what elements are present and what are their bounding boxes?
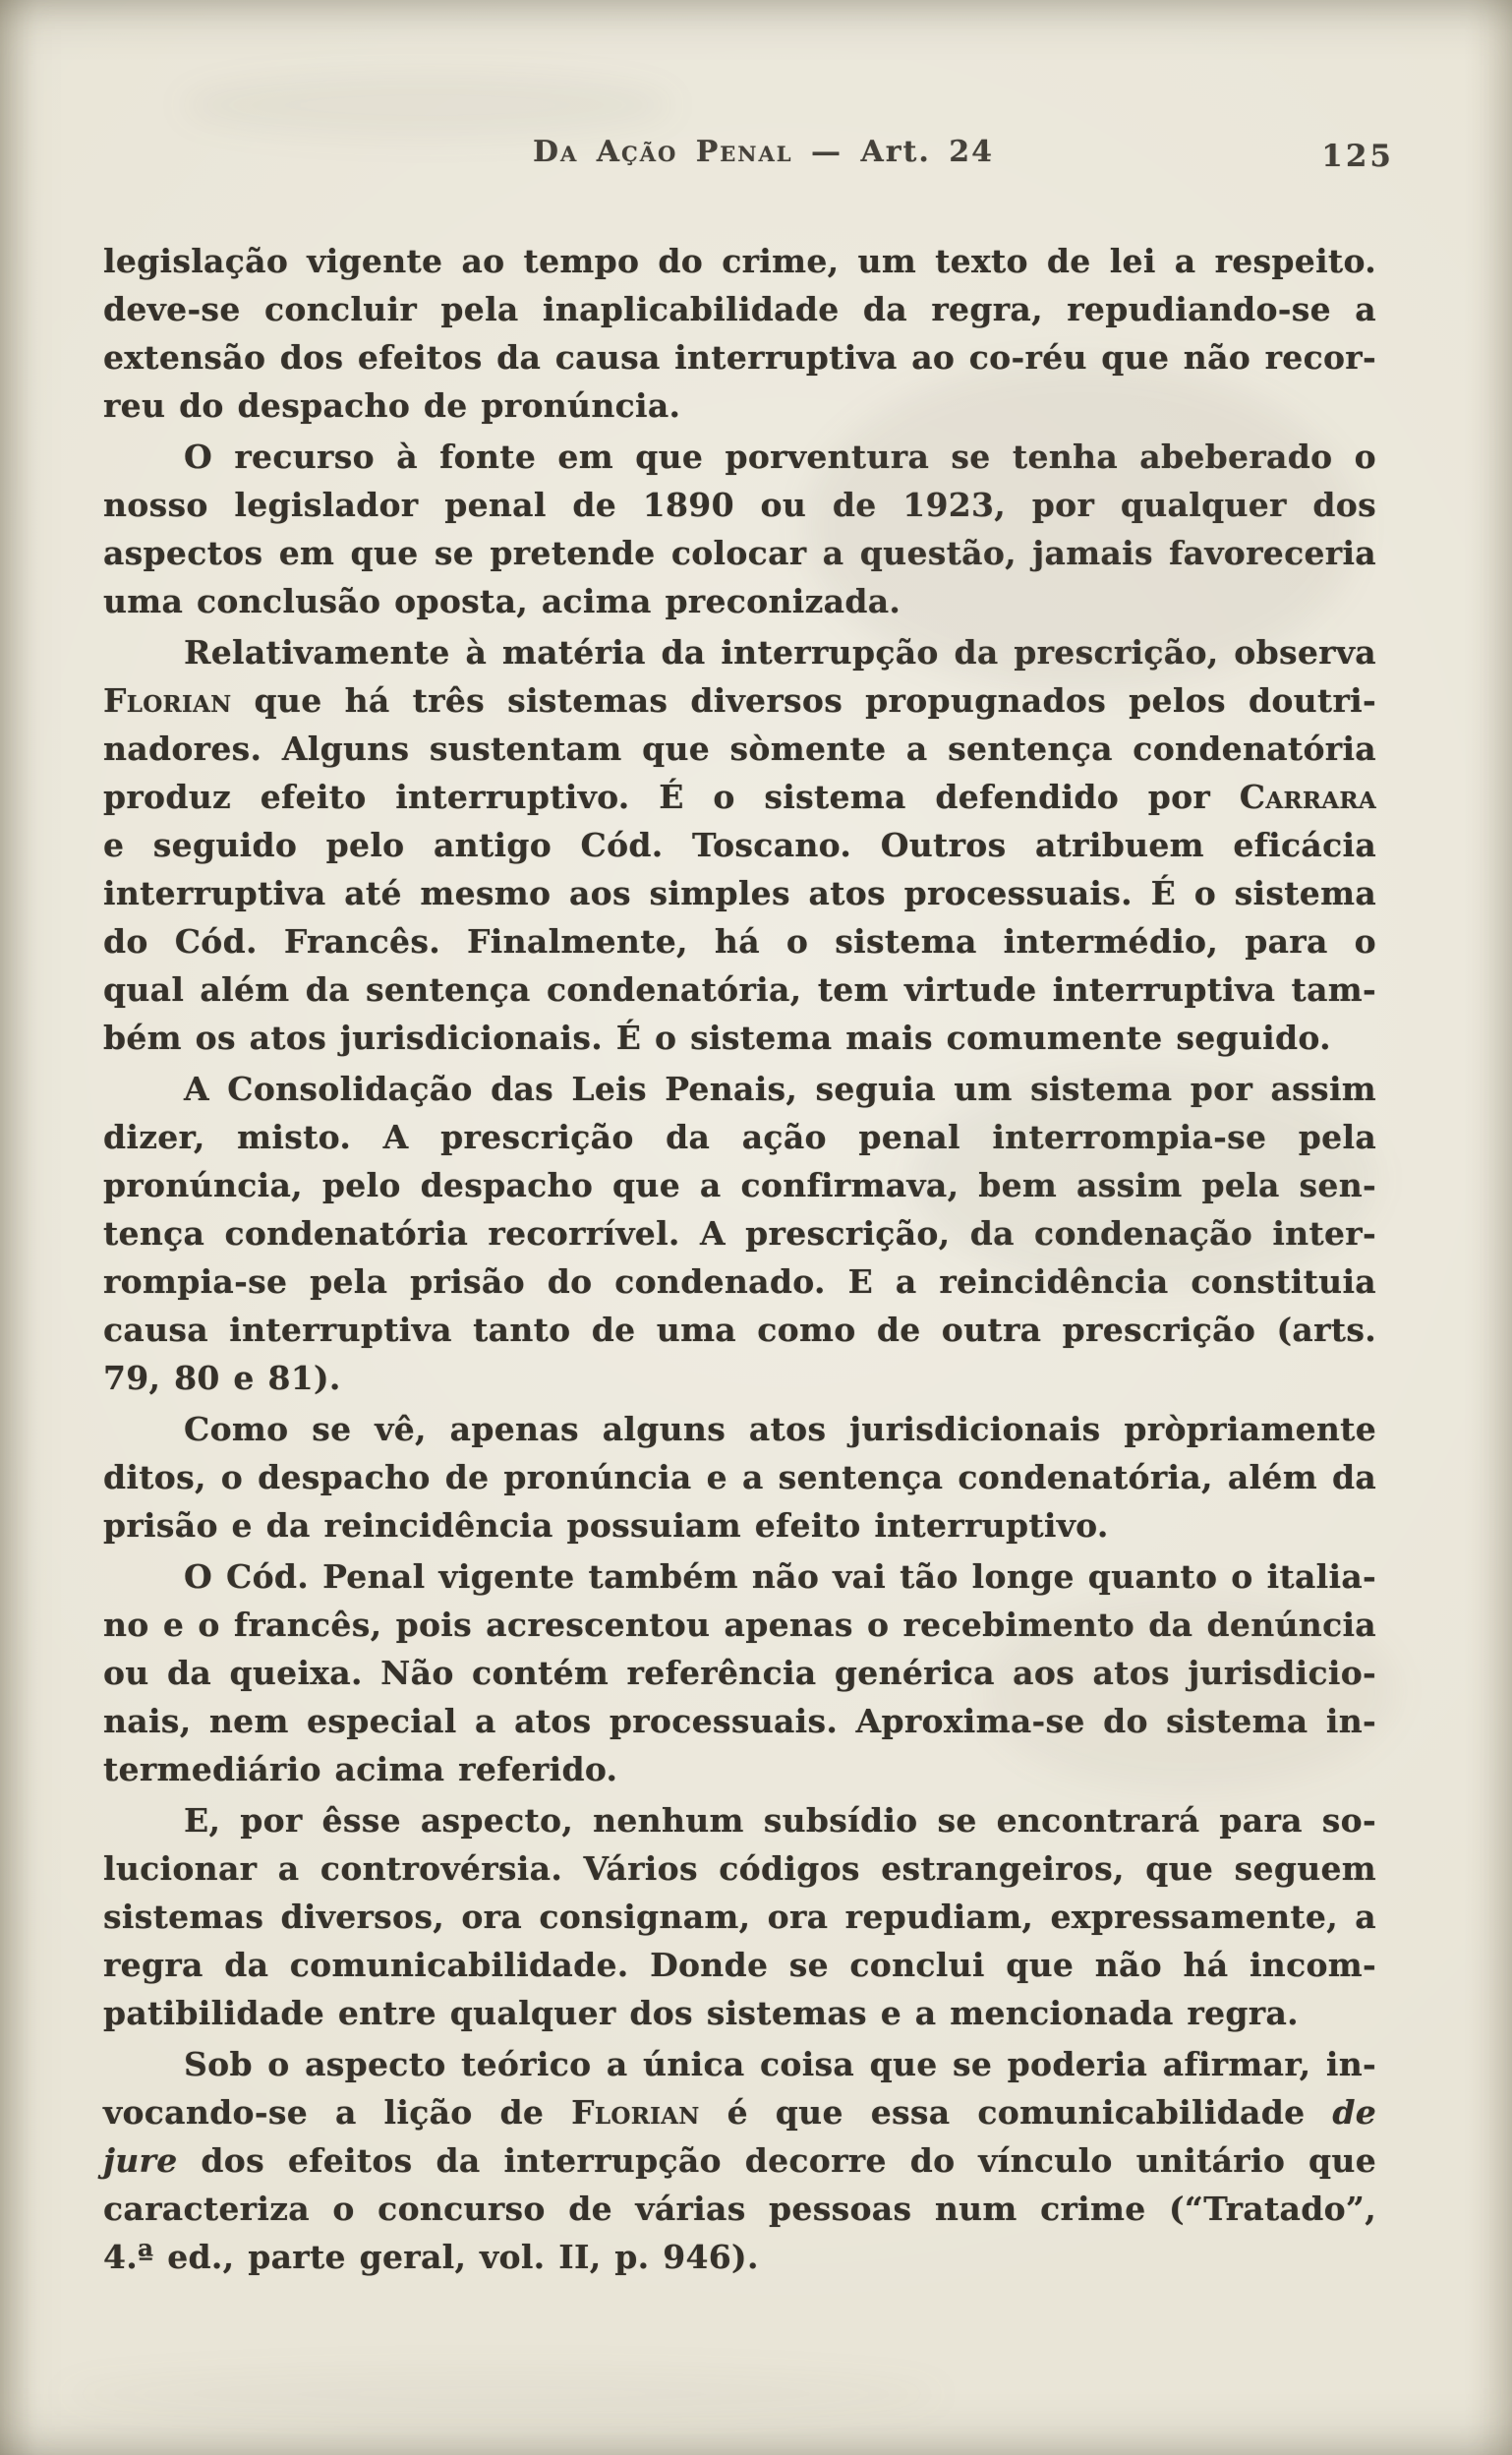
text-line: reu do despacho de pronúncia. bbox=[103, 386, 681, 425]
running-title-main: Da Ação Penal bbox=[532, 135, 793, 169]
text-line: O recurso à fonte em que porventura se tenha abeberado o bbox=[184, 438, 1376, 476]
text-line: causa interruptiva tanto de uma como de outra prescrição (arts. bbox=[103, 1311, 1376, 1349]
text-line: Relativamente à matéria da interrupção da prescrição, observa bbox=[184, 633, 1376, 672]
running-title-article: Art. 24 bbox=[860, 135, 995, 169]
text-line: patibilidade entre qualquer dos sistemas e a mencionada regra. bbox=[103, 1994, 1299, 2032]
text-line: lucionar a controvérsia. Vários códigos estrangeiros, que seguem bbox=[103, 1849, 1376, 1888]
text-line: rompia-se pela prisão do condenado. E a reincidência constituia bbox=[103, 1262, 1376, 1301]
text-line: tença condenatória recorrível. A prescrição, da condenação inter- bbox=[103, 1214, 1376, 1253]
paragraph bbox=[103, 1065, 1376, 1402]
page-body bbox=[103, 237, 1376, 2281]
paragraph bbox=[103, 433, 1376, 625]
paragraph bbox=[103, 237, 1376, 430]
text-line: no e o francês, pois acrescentou apenas o recebimento da denúncia bbox=[103, 1606, 1376, 1644]
text-line: uma conclusão oposta, acima preconizada. bbox=[103, 582, 901, 620]
running-title-separator: — bbox=[811, 135, 843, 169]
paragraph bbox=[103, 1796, 1376, 2037]
text-line: interruptiva até mesmo aos simples atos processuais. É o sistema bbox=[103, 874, 1376, 912]
text-line: legislação vigente ao tempo do crime, um texto de lei a respeito. bbox=[103, 242, 1376, 280]
text-line: Como se vê, apenas alguns atos jurisdicionais pròpriamente bbox=[184, 1410, 1376, 1448]
text-line: nais, nem especial a atos processuais. Aproxima-se do sistema in- bbox=[103, 1702, 1376, 1740]
text-line: produz efeito interruptivo. É o sistema defendido por Carrara bbox=[103, 778, 1376, 816]
text-line: sistemas diversos, ora consignam, ora repudiam, expressamente, a bbox=[103, 1898, 1376, 1936]
text-line: aspectos em que se pretende colocar a questão, jamais favoreceria bbox=[103, 534, 1376, 572]
text-line: O Cód. Penal vigente também não vai tão longe quanto o italia- bbox=[184, 1557, 1376, 1596]
text-line: pronúncia, pelo despacho que a confirmava, bem assim pela sen- bbox=[103, 1166, 1376, 1204]
text-line: dizer, misto. A prescrição da ação penal interrompia-se pela bbox=[103, 1118, 1376, 1156]
paragraph bbox=[103, 628, 1376, 1062]
text-line: extensão dos efeitos da causa interruptiva ao co-réu que não recor- bbox=[103, 338, 1376, 377]
text-line: ditos, o despacho de pronúncia e a sentença condenatória, além da bbox=[103, 1458, 1376, 1496]
text-line: ou da queixa. Não contém referência genérica aos atos jurisdicio- bbox=[103, 1654, 1376, 1692]
page-number: 125 bbox=[1321, 139, 1394, 174]
text-line: Florian que há três sistemas diversos propugnados pelos doutri- bbox=[103, 681, 1376, 720]
running-title bbox=[503, 133, 994, 172]
text-line: e seguido pelo antigo Cód. Toscano. Outros atribuem eficácia bbox=[103, 826, 1376, 864]
text-line: Sob o aspecto teórico a única coisa que se poderia afirmar, in- bbox=[184, 2045, 1376, 2083]
text-line: deve-se concluir pela inaplicabilidade da regra, repudiando-se a bbox=[103, 290, 1376, 328]
text-line: qual além da sentença condenatória, tem virtude interruptiva tam- bbox=[103, 970, 1376, 1009]
text-line: nosso legislador penal de 1890 ou de 1923, por qualquer dos bbox=[103, 486, 1376, 524]
paragraph bbox=[103, 1405, 1376, 1549]
text-line: E, por êsse aspecto, nenhum subsídio se encontrará para so- bbox=[184, 1801, 1376, 1840]
text-line: vocando-se a lição de Florian é que essa comunicabilidade de bbox=[103, 2093, 1376, 2132]
text-line: nadores. Alguns sustentam que sòmente a sentença condenatória bbox=[103, 730, 1376, 768]
text-line: 79, 80 e 81). bbox=[103, 1359, 341, 1397]
page-header bbox=[103, 0, 1394, 172]
paragraph bbox=[103, 1552, 1376, 1793]
paragraph bbox=[103, 2040, 1376, 2281]
text-line: prisão e da reincidência possuiam efeito interruptivo. bbox=[103, 1506, 1109, 1545]
text-line: regra da comunicabilidade. Donde se conclui que não há incom- bbox=[103, 1946, 1376, 1984]
text-line: bém os atos jurisdicionais. É o sistema mais comumente seguido. bbox=[103, 1019, 1331, 1057]
text-line: 4.ª ed., parte geral, vol. II, p. 946). bbox=[103, 2238, 759, 2276]
text-line: caracteriza o concurso de várias pessoas num crime (“Tratado”, bbox=[103, 2190, 1376, 2228]
scan-smudge bbox=[59, 2369, 944, 2419]
text-line: do Cód. Francês. Finalmente, há o sistema intermédio, para o bbox=[103, 922, 1376, 961]
text-line: jure dos efeitos da interrupção decorre do vínculo unitário que bbox=[103, 2141, 1376, 2180]
text-line: termediário acima referido. bbox=[103, 1750, 618, 1788]
text-line: A Consolidação das Leis Penais, seguia um sistema por assim bbox=[184, 1070, 1376, 1108]
